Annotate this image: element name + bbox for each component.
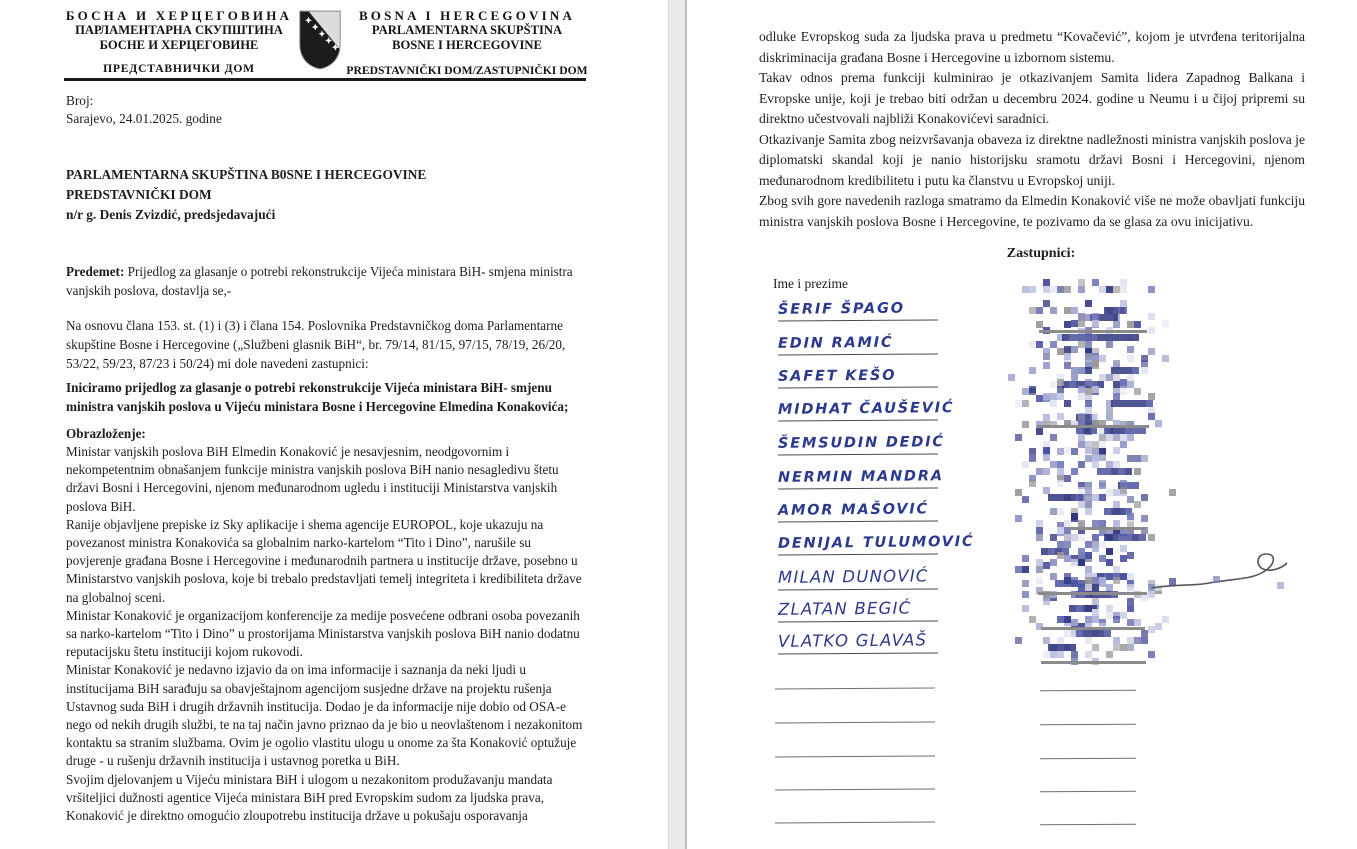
rationale-heading: Obrazloženje: <box>66 426 146 441</box>
rationale-paragraph: odluke Evropskog suda za ljudska prava u predmetu “Kovačević”, kojom je utvrđena teritorijalna diskriminacija građana Bosne i Hercegovine u izbornom sistemu. <box>759 29 1305 65</box>
empty-name-line <box>775 756 935 758</box>
coat-of-arms-icon <box>295 9 345 76</box>
letterhead-country-cyr: БОСНА И ХЕРЦЕГОВИНА <box>65 8 293 23</box>
empty-name-line <box>775 789 935 791</box>
reference-number-label: Broj: <box>66 93 94 108</box>
addressee-line-1: PARLAMENTARNA SKUPŠTINA B0SNE I HERCEGOVINE <box>66 167 427 182</box>
addressee-line-2: PREDSTAVNIČKI DOM <box>66 187 212 202</box>
letterhead-rule <box>64 78 586 81</box>
signature-baseline <box>1069 527 1145 530</box>
empty-signature-line <box>1040 758 1136 760</box>
signer-name: AMOR MAŠOVIĆ <box>777 501 930 519</box>
signer-underline <box>778 419 938 421</box>
rationale-paragraph: Otkazivanje Samita zbog neizvršavanja obaveza iz direktne nadležnosti ministra vanjskih poslova je diplomatski skandal koji je nanio historijsku sramotu državi Bosni i Hercegovini, njenom međunarodnom kredibilitetu i putu ka članstvu u Evropskoj uniji. <box>759 131 1305 188</box>
signer-row <box>778 335 953 355</box>
signer-row <box>778 599 953 622</box>
page-1-body <box>66 262 587 825</box>
initiative-paragraph: Iniciramo prijedlog za glasanje o potrebi rekonstrukcije Vijeća ministara BiH- smjenu ministra vanjskih poslova u Vijeću ministara Bosne i Hercegovine Elmedina Konakovića; <box>66 380 569 414</box>
signature-baseline <box>1041 627 1145 630</box>
empty-signature-line <box>1040 724 1136 726</box>
signer-name: ZLATAN BEGIĆ <box>777 598 912 619</box>
rationale-paragraphs <box>66 443 587 825</box>
rationale-paragraph: Ranije objavljene prepiske iz Sky aplikacije i shema agencije EUROPOL, koje ukazuju na povezanost ministra Konakovića sa globalnim narko-kartelom “Tito i Dino”, narušile su povjerenje građana Bosne i Hercegovine i međunarodnih partnera u institucije države, posebno u Ministarstvo vanjskih poslova, koje bi trebalo predstavljati temelj integriteta i kredibiliteta države na globalnoj sceni. <box>66 516 582 605</box>
addressee-block <box>66 165 426 225</box>
letterhead-chamber-cyr: ПРЕДСТАВНИЧКИ ДОМ <box>103 62 255 75</box>
signature-baseline <box>1038 592 1147 595</box>
rationale-paragraph: Zbog svih gore navedenih razloga smatramo da Elmedin Konaković više ne može obavljati funkciju ministra vanjskih poslova Bosne i Hercegovine, te pozivamo da se glasa za ovu inicijativu. <box>759 193 1305 229</box>
legal-basis-paragraph: Na osnovu člana 153. st. (1) i (3) i člana 154. Poslovnika Predstavničkog doma Parlamentarne skupštine Bosne i Hercegovine („Službeni glasnik BiH“, br. 79/14, 81/15, 97/15, 78/19, 26/20, 53/22, 59/23, 87/23 i 50/24) mi dole navedeni zastupnici: <box>66 318 566 371</box>
subject-label: Predemet: <box>66 264 125 279</box>
empty-signature-line <box>1040 791 1136 793</box>
signer-row <box>778 631 953 654</box>
signer-underline <box>778 453 938 455</box>
letterhead-assembly-lat: PARLAMENTARNA SKUPŠTINA <box>371 23 563 37</box>
signature-baseline <box>1039 330 1147 333</box>
signer-name: MILAN DUNOVIĆ <box>777 566 929 587</box>
empty-name-line <box>775 822 935 824</box>
signer-name: VLATKO GLAVAŠ <box>777 630 928 651</box>
signer-underline <box>778 386 938 388</box>
signer-row <box>778 301 953 321</box>
signer-name: ŠEMSUDIN DEDIĆ <box>777 434 945 452</box>
letterhead-chamber-lat: PREDSTAVNIČKI DOM/ZASTUPNIČKI DOM <box>346 64 588 77</box>
signer-underline <box>778 520 938 522</box>
signer-name: ŠERIF ŠPAGO <box>777 300 905 318</box>
signer-underline <box>778 353 938 355</box>
signer-name: MIDHAT ČAUŠEVIĆ <box>777 400 955 418</box>
subject-text: Prijedlog za glasanje o potrebi rekonstrukcije Vijeća ministara BiH- smjena ministra vanjskih poslova, dostavlja se,- <box>66 264 573 298</box>
letterhead-assembly2-lat: BOSNE I HERCEGOVINE <box>392 38 542 52</box>
signer-underline <box>778 553 938 555</box>
signature-baseline <box>1037 425 1149 428</box>
signer-name: SAFET KEŠO <box>777 367 897 385</box>
signer-row <box>778 567 953 590</box>
signer-name: EDIN RAMIĆ <box>777 334 894 352</box>
empty-signature-line <box>1040 690 1136 692</box>
letterhead-cyrillic <box>64 8 294 75</box>
signer-row <box>778 401 953 421</box>
signer-row <box>777 533 975 555</box>
rationale-paragraph: Svojim djelovanjem u Vijeću ministara BiH i ulogom u nezakonitom produžavanju mandata vršiteljici dužnosti agentice Vijeća ministara BiH pred Evropskim sudom za ljudska prava, Konaković je direktno omogućio zloupotrebu institucija države u pokušaju osporavanja <box>66 771 553 824</box>
signer-underline <box>778 620 938 622</box>
letterhead-assembly-cyr: ПАРЛАМЕНТАРНА СКУПШТИНА <box>75 23 283 37</box>
rationale-paragraph: Ministar vanjskih poslova BiH Elmedin Konaković je nesavjesnim, neodgovornim i nekompetentnim obnašanjem funkcije ministra vanjskih poslova BiH nanio nesagledivu štetu državi Bosni i Hercegovini, njenom međunarodnom ugledu i instituciji Ministarstva vanjskih poslova BiH. <box>66 444 559 514</box>
subject-paragraph <box>66 262 587 300</box>
signer-underline <box>778 588 938 590</box>
empty-signature-line <box>1040 824 1136 826</box>
page-gap-divider <box>668 0 687 849</box>
signer-underline <box>778 652 938 654</box>
rationale-paragraph: Ministar Konaković je organizacijom konferencije za medije posvećene odbrani osoba povezanih sa narko-kartelom “Tito i Dino” u prostorijama Ministarstva vanjskih poslova BiH nanio dodatnu reputacijsku štetu instituciji kojom rukovodi. <box>66 607 580 660</box>
signer-underline <box>778 319 938 321</box>
signer-underline <box>778 487 938 489</box>
document-page-2 <box>687 0 1357 849</box>
page-2-body <box>759 27 1305 232</box>
reference-block <box>66 92 222 128</box>
signers-heading: Zastupnici: <box>1006 246 1076 261</box>
signer-row <box>778 502 953 522</box>
letterhead <box>64 8 588 77</box>
letterhead-assembly2-cyr: БОСНЕ И ХЕРЦЕГОВИНЕ <box>99 38 259 52</box>
signer-name: NERMIN MANDRA <box>777 468 944 486</box>
signer-row <box>778 368 953 388</box>
empty-name-line <box>775 722 935 724</box>
signer-row <box>778 435 953 455</box>
signer-name: DENIJAL TULUMOVIĆ <box>777 533 975 552</box>
name-column-label: Ime i prezime <box>773 276 848 291</box>
signer-row <box>778 469 953 489</box>
document-page-1 <box>0 0 668 849</box>
rationale-paragraph: Ministar Konaković je nedavno izjavio da on ima informacije i saznanja da neki ljudi u institucijama BiH sarađuju sa obavještajnom agencijom susjedne države na projektu rušenja Ustavnog suda BiH i drugih državnih institucija. Dodao je da informacije nije dobio od OSA-e nego od nekih drugih službi, te na taj način javno priznao da je bio u neovlaštenom i nezakonitom kontaktu sa stranim službama. Ovim je ogolio vlastitu ulogu u onome za šta Konaković optužuje druge - u rušenju državnih institucija i ustavnog poretka u BiH. <box>66 662 583 769</box>
letterhead-country-lat: BOSNA I HERCEGOVINA <box>358 8 576 23</box>
place-date-line: Sarajevo, 24.01.2025. godine <box>66 111 222 126</box>
signature-baseline <box>1041 661 1146 664</box>
addressee-line-3: n/r g. Denis Zvizdić, predsjedavajući <box>66 207 276 222</box>
pen-stroke-mark <box>1149 548 1309 600</box>
empty-name-line <box>775 688 935 690</box>
rationale-paragraph: Takav odnos prema funkciji kulminirao je otkazivanjem Samita lidera Zapadnog Balkana i Evropske unije, koji je trebao biti održan u decembru 2024. godine u Neumu i u čijoj pripremi su direktno učestvovali najbliži Konakovićevi saradnici. <box>759 70 1305 126</box>
letterhead-latin <box>346 8 588 77</box>
